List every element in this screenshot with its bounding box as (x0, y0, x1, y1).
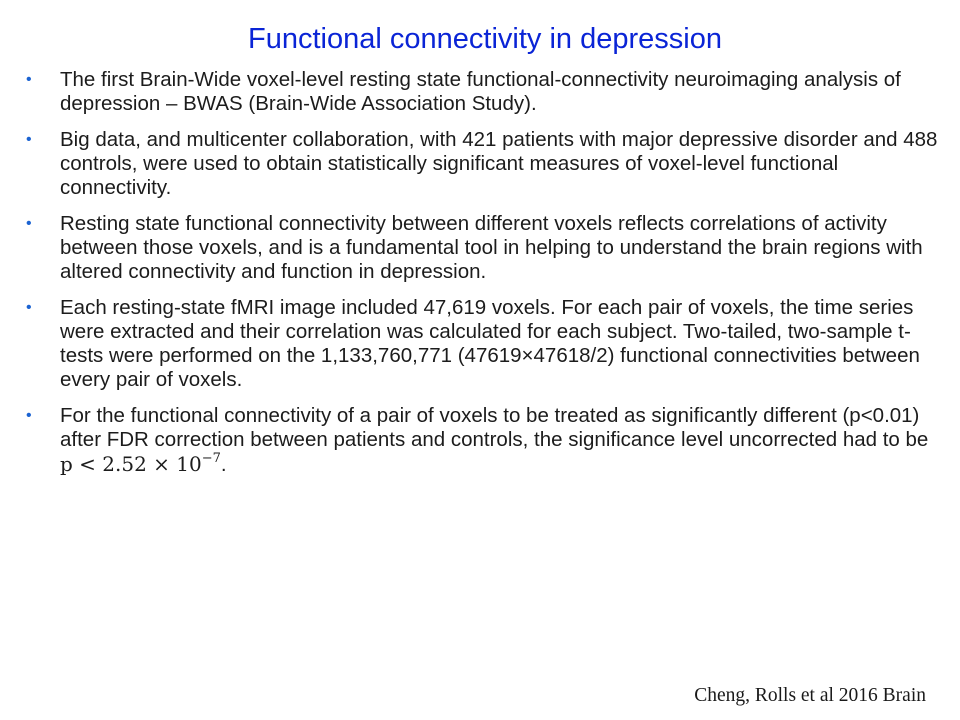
significance-formula (60, 452, 221, 476)
bullet-text: Each resting-state fMRI image included 47,619 voxels. For each pair of voxels, the time series were extracted and their correlation was calculated for each subject. Two-tailed, two-sample t-tests were performed on the 1,133,760,771 (47619×47618/2) functional connectivities between every pair of voxels. (60, 296, 920, 391)
bullet-dot-icon: • (26, 215, 32, 232)
citation: Cheng, Rolls et al 2016 Brain (694, 685, 926, 706)
bullet-item-4 (26, 296, 950, 392)
bullet-text: The first Brain-Wide voxel-level resting state functional-connectivity neuroimaging analysis of depression – BWAS (Brain-Wide Association Study). (60, 68, 901, 115)
bullet-text: Resting state functional connectivity between different voxels reflects correlations of activity between those voxels, and is a fundamental tool in helping to understand the brain regions with altered connectivity and function in depression. (60, 212, 923, 283)
bullet-item-5 (26, 404, 950, 477)
bullet-dot-icon: • (26, 299, 32, 316)
bullet-item-3 (26, 212, 950, 284)
bullet-item-2 (26, 128, 950, 200)
bullet-list (26, 68, 950, 489)
bullet-dot-icon: • (26, 71, 32, 88)
formula-base: p < 2.52 × 10 (60, 452, 202, 476)
formula-trailing: . (220, 453, 227, 476)
bullet-text: Big data, and multicenter collaboration, with 421 patients with major depressive disorder and 488 controls, were used to obtain statistically significant measures of voxel-level functional connectivity. (60, 128, 938, 199)
bullet-dot-icon: • (26, 407, 32, 424)
slide-title: Functional connectivity in depression (248, 23, 722, 55)
formula-exponent: −7 (201, 451, 221, 466)
bullet-dot-icon: • (26, 131, 32, 148)
bullet-text: For the functional connectivity of a pair of voxels to be treated as significantly different (p<0.01) after FDR correction between patients and controls, the significance level uncorrected had to be (60, 404, 929, 451)
bullet-item-1 (26, 68, 950, 116)
